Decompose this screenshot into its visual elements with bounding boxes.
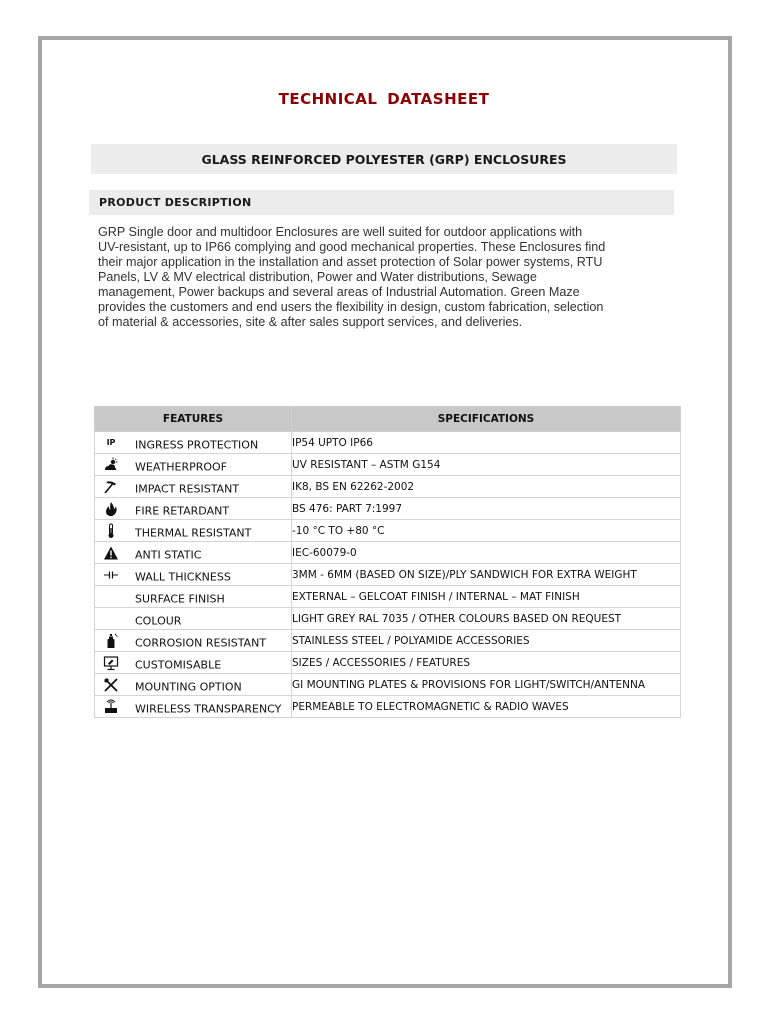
spec-value: UV RESISTANT – ASTM G154 bbox=[292, 454, 681, 476]
ip-icon bbox=[103, 435, 119, 451]
feature-label: IMPACT RESISTANT bbox=[135, 481, 240, 495]
flame-icon bbox=[103, 501, 119, 517]
feature-label: THERMAL RESISTANT bbox=[135, 525, 252, 539]
table-row bbox=[95, 432, 681, 454]
spec-value: -10 °C TO +80 °C bbox=[292, 520, 681, 542]
specifications-header: SPECIFICATIONS bbox=[292, 407, 681, 432]
feature-label: MOUNTING OPTION bbox=[135, 679, 242, 693]
spec-value: PERMEABLE TO ELECTROMAGNETIC & RADIO WAVES bbox=[292, 696, 681, 718]
description-line: UV-resistant, up to IP66 complying and good mechanical properties. These Enclosures find bbox=[98, 240, 606, 254]
weather-icon bbox=[103, 457, 119, 473]
customise-icon bbox=[103, 655, 119, 671]
spec-value: 3MM - 6MM (BASED ON SIZE)/PLY SANDWICH FOR EXTRA WEIGHT bbox=[292, 564, 681, 586]
table-row bbox=[95, 674, 681, 696]
wireless-icon bbox=[103, 699, 119, 715]
specifications-table bbox=[94, 406, 681, 718]
description-line: management, Power backups and several areas of Industrial Automation. Green Maze bbox=[98, 285, 580, 299]
description-line: of material & accessories, site & after sales support services, and deliveries. bbox=[98, 315, 523, 329]
table-row bbox=[95, 454, 681, 476]
document-subtitle: GLASS REINFORCED POLYESTER (GRP) ENCLOSURES bbox=[91, 144, 677, 174]
feature-label: WIRELESS TRANSPARENCY bbox=[135, 701, 282, 715]
spec-value: GI MOUNTING PLATES & PROVISIONS FOR LIGHT/SWITCH/ANTENNA bbox=[292, 674, 681, 696]
thermometer-icon bbox=[103, 523, 119, 539]
feature-label: SURFACE FINISH bbox=[135, 591, 225, 605]
warning-icon bbox=[103, 545, 119, 561]
features-header: FEATURES bbox=[95, 407, 292, 432]
description-line: provides the customers and end users the flexibility in design, custom fabrication, selection bbox=[98, 300, 604, 314]
table-row bbox=[95, 630, 681, 652]
spec-value: SIZES / ACCESSORIES / FEATURES bbox=[292, 652, 681, 674]
document-title: TECHNICAL DATASHEET bbox=[278, 90, 490, 108]
description-line: their major application in the installation and asset protection of Solar power systems, RTU bbox=[98, 255, 603, 269]
feature-label: COLOUR bbox=[135, 613, 182, 627]
thickness-icon bbox=[103, 567, 119, 583]
spec-value: EXTERNAL – GELCOAT FINISH / INTERNAL – MAT FINISH bbox=[292, 586, 681, 608]
spec-value: IK8, BS EN 62262-2002 bbox=[292, 476, 681, 498]
feature-label: CORROSION RESISTANT bbox=[135, 635, 267, 649]
section-heading-label: PRODUCT DESCRIPTION bbox=[99, 196, 252, 209]
table-row bbox=[95, 586, 681, 608]
section-heading bbox=[89, 190, 674, 215]
table-row bbox=[95, 476, 681, 498]
spec-value: STAINLESS STEEL / POLYAMIDE ACCESSORIES bbox=[292, 630, 681, 652]
spec-value: IEC-60079-0 bbox=[292, 542, 681, 564]
spray-can-icon bbox=[103, 633, 119, 649]
table-header-row bbox=[95, 407, 681, 432]
table-row bbox=[95, 520, 681, 542]
table-row bbox=[95, 498, 681, 520]
feature-label: WEATHERPROOF bbox=[135, 459, 228, 473]
feature-label: CUSTOMISABLE bbox=[135, 657, 222, 671]
feature-label: FIRE RETARDANT bbox=[135, 503, 230, 517]
product-description bbox=[98, 225, 670, 330]
table-row bbox=[95, 608, 681, 630]
description-line: GRP Single door and multidoor Enclosures are well suited for outdoor applications with bbox=[98, 225, 583, 239]
spec-value: BS 476: PART 7:1997 bbox=[292, 498, 681, 520]
tools-icon bbox=[103, 677, 119, 693]
feature-label: ANTI STATIC bbox=[135, 547, 202, 561]
table-row bbox=[95, 564, 681, 586]
spec-value: LIGHT GREY RAL 7035 / OTHER COLOURS BASED ON REQUEST bbox=[292, 608, 681, 630]
hammer-icon bbox=[103, 479, 119, 495]
spec-value: IP54 UPTO IP66 bbox=[292, 432, 681, 454]
table-row bbox=[95, 652, 681, 674]
description-line: Panels, LV & MV electrical distribution, Power and Water distributions, Sewage bbox=[98, 270, 537, 284]
ip-icon-text: IP bbox=[106, 438, 116, 447]
feature-label: WALL THICKNESS bbox=[135, 569, 231, 583]
table-row bbox=[95, 542, 681, 564]
feature-label: INGRESS PROTECTION bbox=[135, 437, 259, 451]
table-row bbox=[95, 696, 681, 718]
